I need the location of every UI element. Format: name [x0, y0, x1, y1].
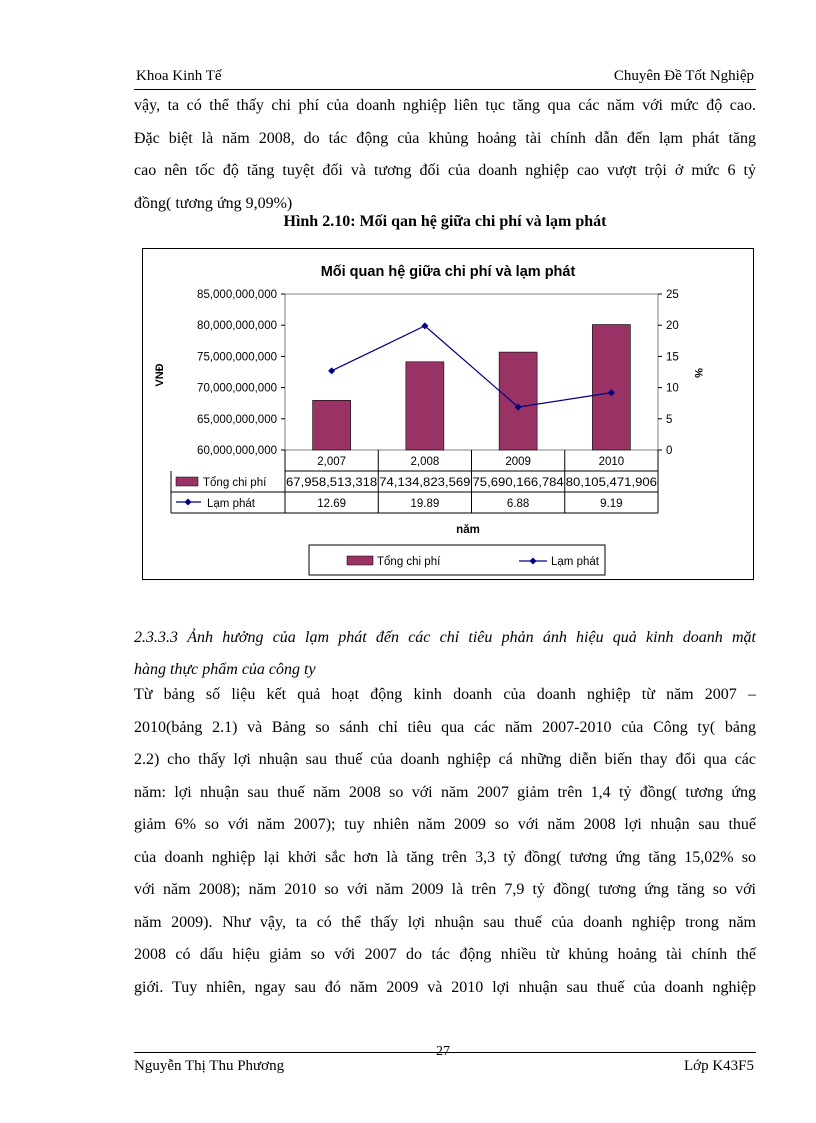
y2-tick-label: 0 [666, 445, 673, 457]
x-category-label: 2010 [598, 456, 625, 468]
table-cell-value: 80,105,471,906 [565, 477, 657, 489]
footer-rule [134, 1052, 756, 1053]
bar [499, 352, 537, 450]
chart-title: Mối quan hệ giữa chi phí và lạm phát [320, 264, 576, 280]
bar [406, 362, 444, 450]
table-cell-value: 19.89 [410, 498, 440, 510]
page-header [134, 66, 756, 88]
y2-tick-label: 10 [666, 382, 679, 395]
bar [313, 400, 351, 450]
table-cell-value: 6.88 [506, 498, 530, 510]
combo-chart [143, 249, 753, 579]
x-category-label: 2009 [505, 456, 531, 468]
y2-tick-label: 25 [666, 289, 679, 301]
y-tick-label: 75,000,000,000 [197, 351, 277, 364]
intro-line: Đặc biệt là năm 2008, do tác động của khủng hoảng tài chính dẫn đến lạm phát tăng [134, 129, 756, 147]
header-faculty: Khoa Kinh Tế [136, 68, 222, 84]
y-tick-label: 60,000,000,000 [197, 445, 277, 457]
table-cell-value: 9.19 [600, 498, 623, 510]
footer-class: Lớp K43F5 [683, 1058, 754, 1074]
line-series [332, 326, 612, 407]
footer-author: Nguyễn Thị Thu Phương [134, 1058, 285, 1074]
body-line: 2.2) cho thấy lợi nhuận sau thuế của doanh nghiệp cá những diễn biến thay đổi qua các [134, 751, 756, 768]
table-row-label: Lạm phát [207, 498, 255, 510]
intro-line: đồng( tương ứng 9,09%) [134, 194, 293, 212]
table-cell-value: 67,958,513,318 [286, 477, 378, 489]
y-tick-label: 65,000,000,000 [197, 413, 277, 426]
y2-axis-label: % [692, 368, 704, 378]
y-tick-label: 85,000,000,000 [197, 289, 277, 301]
y2-tick-label: 20 [666, 320, 679, 333]
body-line: Từ bảng số liệu kết quả hoạt động kinh doanh của doanh nghiệp từ năm 2007 – [134, 686, 756, 703]
table-row-label: Tổng chi phí [203, 477, 267, 489]
plot-area [197, 289, 679, 457]
line-point [328, 367, 335, 374]
y2-tick-label: 15 [666, 351, 679, 364]
page-number: 27 [436, 1044, 450, 1059]
table-cell-value: 12.69 [317, 498, 347, 510]
body-line: năm: lợi nhuận sau thuế năm 2008 so với năm 2007 giảm trên 1,4 tỷ đồng( tương ứng [134, 783, 756, 801]
table-cell-value: 75,690,166,784 [472, 477, 565, 489]
intro-line: cao nên tốc độ tăng tuyệt đối và tương đối của doanh nghiệp cao vượt trội ở mức 6 tỷ [134, 162, 756, 179]
intro-line: vậy, ta có thể thấy chi phí của doanh nghiệp liên tục tăng qua các năm với mức độ cao. [134, 97, 756, 114]
legend-entry: Tổng chi phí [377, 556, 441, 568]
y2-tick-label: 5 [666, 413, 673, 426]
table-cell-value: 74,134,823,569 [379, 477, 471, 489]
chart-frame [142, 248, 754, 580]
section-heading [134, 622, 756, 686]
x-axis-label: năm [456, 524, 480, 536]
y-tick-label: 80,000,000,000 [197, 320, 277, 333]
y-tick-label: 70,000,000,000 [197, 382, 277, 395]
chart-legend [309, 545, 605, 575]
legend-entry: Lạm phát [551, 556, 599, 568]
body-line: với năm 2008); năm 2010 so với năm 2009 là trên 7,9 tỷ đồng( tương ứng tăng so với [134, 881, 756, 898]
intro-paragraph [134, 90, 756, 220]
data-table [171, 450, 658, 513]
body-line: 2008 có dấu hiệu giảm so với 2007 do tác động nhiều từ khủng hoảng tài chính thế [134, 946, 756, 963]
body-line: giảm 6% so với năm 2007); tuy nhiên năm 2009 so với năm 2008 lợi nhuận sau thuế [134, 816, 756, 833]
body-line: của doanh nghiệp lại khởi sắc hơn là tăng trên 3,3 tỷ đồng( tương ứng tăng 15,02% so [134, 848, 756, 866]
x-category-label: 2,007 [317, 456, 347, 468]
section-heading-line: 2.3.3.3 Ảnh hưởng của lạm phát đến các chỉ tiêu phản ánh hiệu quả kinh doanh mặt [134, 629, 756, 646]
table-bar-key [176, 477, 198, 486]
bar [592, 325, 630, 450]
figure-caption: Hình 2.10: Mối qan hệ giữa chi phí và lạm phát [283, 213, 607, 230]
body-line: 2010(bảng 2.1) và Bảng so sánh chỉ tiêu qua các năm 2007-2010 của Công ty( bảng [134, 718, 756, 736]
body-paragraph [134, 679, 756, 1004]
y-axis-label: VNĐ [154, 363, 166, 387]
header-doc-type: Chuyên Đề Tốt Nghiệp [613, 68, 754, 84]
table-line-key-marker [185, 499, 192, 506]
section-heading-line: hàng thực phẩm của công ty [134, 661, 316, 678]
x-category-label: 2,008 [410, 456, 440, 468]
body-line: giới. Tuy nhiên, ngay sau đó năm 2009 và 2010 lợi nhuận sau thuế của doanh nghiệp [134, 978, 756, 996]
legend-bar-key [347, 556, 373, 565]
body-line: năm 2009). Như vậy, ta có thể thấy lợi nhuận sau thuế của doanh nghiệp trong năm [134, 913, 756, 931]
